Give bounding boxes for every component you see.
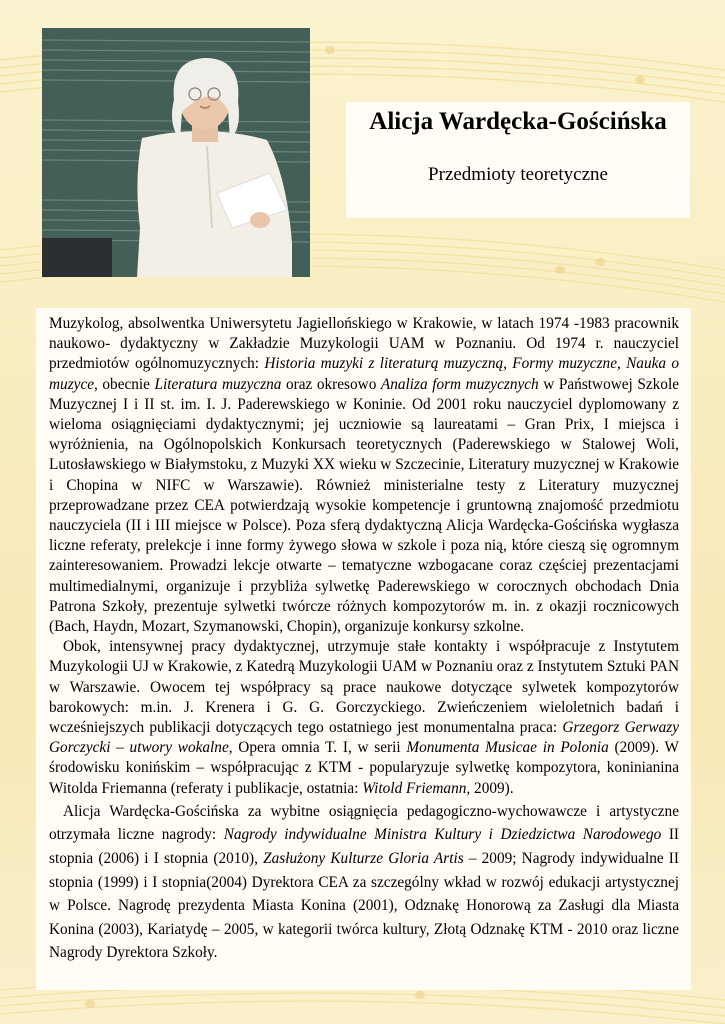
teacher-photo xyxy=(42,28,310,277)
p2-segment: Grzegorz Gerwazy Gorczycki – utwory wokalne xyxy=(49,719,679,757)
subject-heading: Przedmioty teoretyczne xyxy=(428,164,608,185)
p1-segment: oraz okresowo xyxy=(281,375,381,393)
p3-segment: – 2009; Nagrody indywidualne II stopnia (1999) i I stopnia(2004) Dyrektora CEA za szczególny wkład w rozwój edukacji artystycznej w Polsce. Nagrodę prezydenta Miasta Konina (2001), Odznakę Honorową za Zasługi dla Miasta Konina (2003), Kariatydę – 2005, w kategorii twórca kultury, Złotą Odznakę KTM - 2010 oraz liczne Nagrody Dyrektora Szkoły. xyxy=(49,850,679,962)
p1-segment: Muzykolog, absolwentka Uniwersytetu Jagiellońskiego w Krakowie, w latach 1974 -1983 pracownik naukowo- dydaktyczny w Zakładzie Muzykologii UAM w Poznaniu. Od 1974 r. nauczyciel przedmiotów ogólnomuzycznych: xyxy=(49,315,679,373)
p2-segment: , Opera omnia T. I, w serii xyxy=(228,739,407,757)
p2-segment: Obok, intensywnej pracy dydaktycznej, utrzymuje stałe kontakty i współpracuje z Instytutem Muzykologii UJ w Krakowie, z Katedrą Muzykologii UAM w Poznaniu oraz z Instytutem Sztuki PAN w Warszawie. Owocem tej współpracy są prace naukowe dotyczące sylwetek kompozytorów barokowych: m.in. J. Krenera i G. G. Gorczyckiego. Zwieńczeniem wieloletnich badań i wcześniejszych publikacji dotyczących tego ostatniego jest monumentalna praca: xyxy=(49,638,679,737)
p1-segment: obecnie xyxy=(97,375,155,393)
p2-segment: Monumenta Musicae in Polonia xyxy=(406,739,609,757)
biography-paragraph-2 xyxy=(49,637,679,799)
p1-segment: Literatura muzyczna xyxy=(154,375,282,393)
biography-text xyxy=(49,314,679,965)
p3-segment: Zasłużony Kulturze Gloria Artis xyxy=(263,850,464,868)
p2-segment: 2009). xyxy=(470,779,514,797)
p2-segment: (2009). W środowisku konińskim – współpracując z KTM - popularyzuje sylwetkę kompozytora, koninianina Witolda Friemanna (referaty i publikacje, ostatnia: xyxy=(49,739,679,797)
title-panel xyxy=(346,102,690,218)
p1-segment: Analiza form muzycznych xyxy=(380,375,539,393)
p3-segment: Nagrody indywidualne Ministra Kultury i Dziedzictwa Narodowego xyxy=(223,826,662,844)
biography-panel xyxy=(36,308,691,990)
p1-segment: Historia muzyki z literaturą muzyczną, Formy muzyczne, Nauka o muzyce, xyxy=(49,355,680,393)
biography-paragraph-3 xyxy=(49,800,679,965)
p3-segment: Alicja Wardęcka-Gościńska za wybitne osiągnięcia pedagogiczno-wychowawcze i artystyczne otrzymała liczne nagrody: xyxy=(49,802,679,844)
teacher-photo-illustration xyxy=(42,28,310,277)
biography-paragraph-1 xyxy=(49,314,679,637)
person-name: Alicja Wardęcka-Gościńska xyxy=(369,108,667,135)
p2-segment: Witold Friemann, xyxy=(362,779,471,797)
p1-segment: w Państwowej Szkole Muzycznej I i II st. im. I. J. Paderewskiego w Koninie. Od 2001 roku nauczyciel dyplomowany z wieloma osiągnięciami dydaktycznymi; jej uczniowie są laureatami – Gran Prix, I miejsca i wyróżnienia, na Ogólnopolskich Konkursach teoretycznych (Paderewskiego w Stalowej Woli, Lutosławskiego w Białymstoku, z Muzyki XX wieku w Szczecinie, Literatury muzycznej w Krakowie i Chopina w NIFC w Warszawie). Również ministerialne testy z Literatury muzycznej przeprowadzane przez CEA potwierdzają wysokie kompetencje i gruntowną znajomość przedmiotu nauczyciela (II i III miejsce w Polsce). Poza sferą dydaktyczną Alicja Wardęcka-Gościńska wygłasza liczne referaty, prelekcje i inne formy żywego słowa w szkole i poza nią, które cieszą się ogromnym zainteresowaniem. Prowadzi lekcje otwarte – tematyczne wzbogacane coraz częściej prezentacjami multimedialnymi, organizuje i przybliża sylwetkę Paderewskiego w corocznych obchodach Dnia Patrona Szkoły, prezentuje sylwetki twórcze różnych kompozytorów m. in. z okazji rocznicowych (Bach, Haydn, Mozart, Szymanowski, Chopin), organizuje konkursy szkolne. xyxy=(49,375,679,636)
p3-segment: II stopnia (2006) i I stopnia (2010), xyxy=(49,826,680,868)
